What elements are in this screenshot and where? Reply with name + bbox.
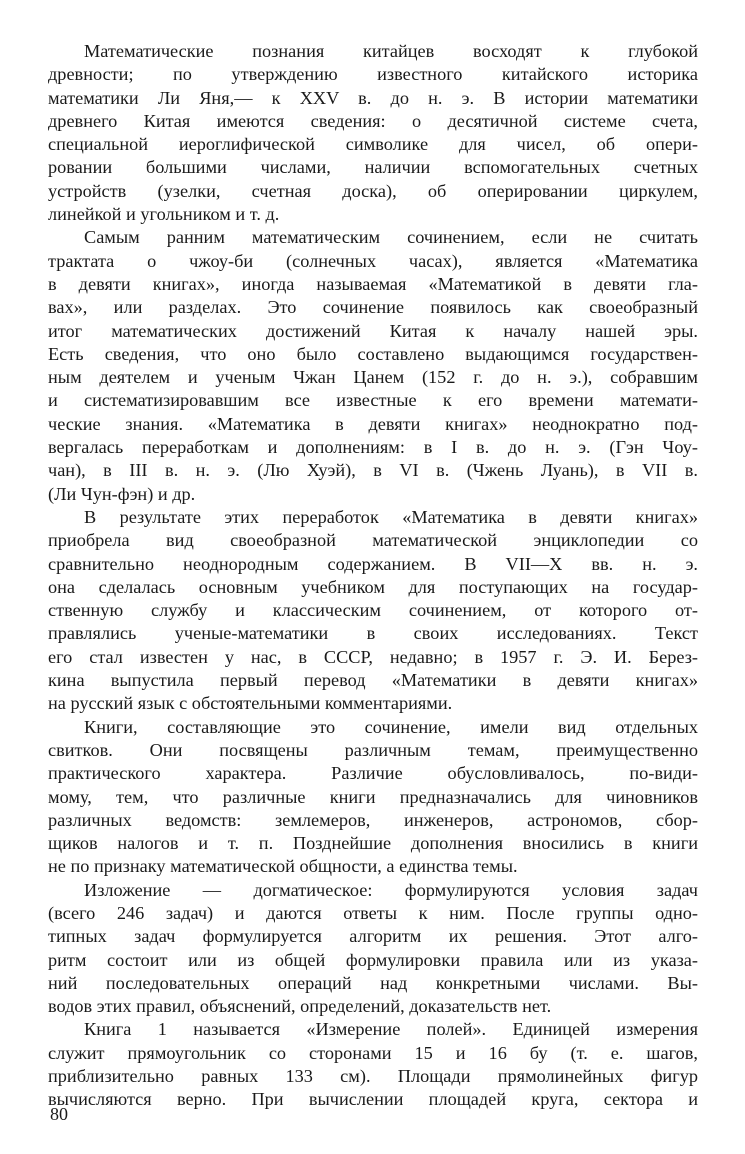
- text-line: линейкой и угольником и т. д.: [48, 204, 280, 225]
- text-line: вергалась переработкам и дополнениям: в I в. до н. э. (Гэн Чоу-: [48, 437, 698, 458]
- text-line: его стал известен у нас, в СССР, недавно; в 1957 г. Э. И. Берез-: [48, 646, 698, 667]
- text-line: (всего 246 задач) и даются ответы к ним. После группы одно-: [48, 902, 698, 923]
- text-line: в девяти книгах», иногда называемая «Математикой в девяти гла-: [48, 273, 698, 294]
- text-line: чан), в III в. н. э. (Лю Хуэй), в VI в. (Чжень Луань), в VII в.: [48, 460, 698, 481]
- paragraph: [48, 226, 698, 506]
- text-line: ровании большими числами, наличии вспомогательных счетных: [48, 157, 698, 178]
- text-line: специальной иероглифической символике для чисел, об опери-: [48, 134, 698, 155]
- paragraph: [48, 1018, 698, 1111]
- text-line: и систематизировавшим все известные к его времени математи-: [48, 390, 698, 411]
- text-line: итог математических достижений Китая к началу нашей эры.: [48, 320, 698, 341]
- text-line: Книга 1 называется «Измерение полей». Единицей измерения: [84, 1019, 698, 1040]
- paragraph: [48, 879, 698, 1019]
- text-line: древнего Китая имеются сведения: о десятичной системе счета,: [48, 110, 698, 131]
- text-line: типных задач формулируется алгоритм их решения. Этот алго-: [48, 926, 698, 947]
- text-line: мому, тем, что различные книги предназначались для чиновников: [48, 786, 698, 807]
- text-line: свитков. Они посвящены различным темам, преимущественно: [48, 739, 698, 760]
- text-line: математики Ли Яня,— к XXV в. до н. э. В истории математики: [48, 87, 698, 108]
- text-line: не по признаку математической общности, а единства темы.: [48, 856, 518, 877]
- text-line: различных ведомств: землемеров, инженеров, астрономов, сбор-: [48, 809, 698, 830]
- text-line: Математические познания китайцев восходят к глубокой: [84, 41, 698, 61]
- text-line: щиков налогов и т. п. Позднейшие дополнения вносились в книги: [48, 833, 698, 854]
- paragraph: [48, 40, 698, 226]
- page-body: [48, 40, 698, 1112]
- text-line: вычисляются верно. При вычислении площадей круга, сектора и: [48, 1089, 698, 1110]
- text-line: правлялись ученые-математики в своих исследованиях. Текст: [48, 623, 698, 644]
- text-line: трактата о чжоу-би (солнечных часах), является «Математика: [48, 250, 698, 271]
- paragraph: [48, 506, 698, 716]
- text-block: [48, 40, 698, 1112]
- paragraph: [48, 716, 698, 879]
- text-line: сравнительно неоднородным содержанием. В VII—X вв. н. э.: [48, 553, 698, 574]
- text-line: служит прямоугольник со сторонами 15 и 16 бу (т. е. шагов,: [48, 1042, 698, 1063]
- text-line: вах», или разделах. Это сочинение появилось как своеобразный: [48, 297, 698, 318]
- text-line: ственную службу и классическим сочинением, от которого от-: [48, 600, 698, 621]
- text-line: практического характера. Различие обусловливалось, по-види-: [48, 763, 698, 784]
- text-line: Самым ранним математическим сочинением, если не считать: [84, 227, 698, 248]
- text-line: ритм состоит или из общей формулировки правила или из указа-: [48, 949, 698, 970]
- text-line: водов этих правил, объяснений, определений, доказательств нет.: [48, 996, 552, 1017]
- text-line: на русский язык с обстоятельными комментариями.: [48, 693, 453, 714]
- text-line: древности; по утверждению известного китайского историка: [48, 64, 698, 85]
- text-line: ческие знания. «Математика в девяти книгах» неоднократно под-: [48, 413, 698, 434]
- text-line: приобрела вид своеобразной математической энциклопедии со: [48, 530, 698, 551]
- text-line: (Ли Чун-фэн) и др.: [48, 483, 196, 504]
- text-line: Есть сведения, что оно было составлено выдающимся государствен-: [48, 343, 698, 364]
- text-line: ний последовательных операций над конкретными числами. Вы-: [48, 972, 698, 993]
- text-line: она сделалась основным учебником для поступающих на государ-: [48, 576, 698, 597]
- text-line: В результате этих переработок «Математика в девяти книгах»: [84, 506, 698, 527]
- text-line: Книги, составляющие это сочинение, имели вид отдельных: [84, 716, 698, 737]
- text-line: приблизительно равных 133 см). Площади прямолинейных фигур: [48, 1066, 698, 1087]
- text-line: кина выпустила первый перевод «Математики в девяти книгах»: [48, 670, 698, 691]
- text-line: ным деятелем и ученым Чжан Цанем (152 г. до н. э.), собравшим: [48, 367, 698, 388]
- text-line: Изложение — догматическое: формулируются условия задач: [84, 879, 698, 900]
- text-line: устройств (узелки, счетная доска), об оперировании циркулем,: [48, 180, 698, 201]
- page-number: 80: [50, 1104, 68, 1124]
